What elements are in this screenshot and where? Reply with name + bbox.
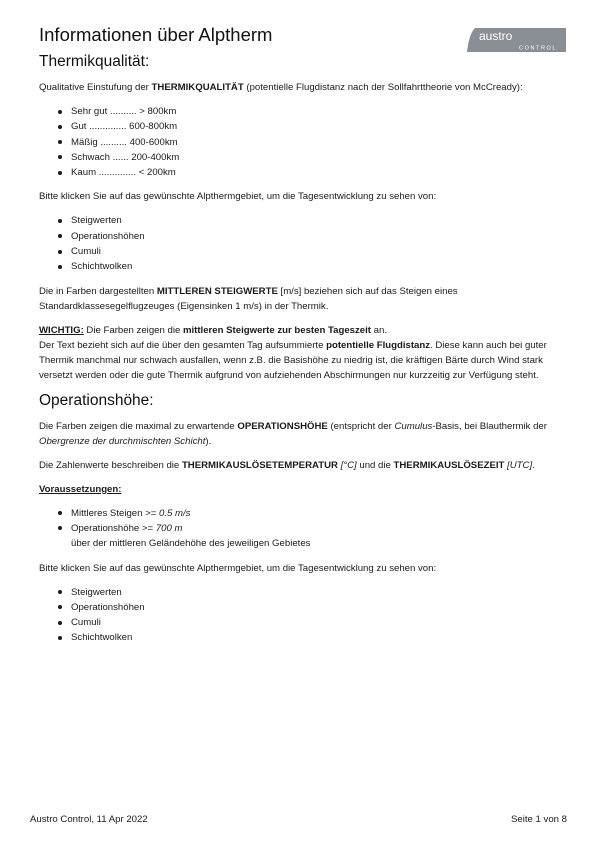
distance-bold: potentielle Flugdistanz xyxy=(326,339,431,351)
click-instruction-2: Bitte klicken Sie auf das gewünschte Alpthermgebiet, um die Tagesentwicklung zu sehen von: xyxy=(39,562,437,574)
colors-bold: MITTLEREN STEIGWERTE xyxy=(156,285,278,297)
distance-text-end: . Diese kann auch bei guter Thermik manchmal nur schwach ausfallen, wenn z.B. die Basishöhe zu niedrig ist, die kräftigen Bärte durch Wind stark versetzt werden oder die gute Thermik aufgrund von aufziehenden Abschirmungen nur kurzzeitig zur Verfügung steht. xyxy=(39,339,547,381)
content xyxy=(39,53,567,655)
link-steigwerten[interactable]: Steigwerten xyxy=(39,213,567,228)
numbers-bold-time: THERMIKAUSLÖSEZEIT xyxy=(393,459,505,471)
section-heading-thermikqualitaet: Thermikqualität: xyxy=(39,53,150,70)
op-italic-obergrenze: Obergrenze der durchmischten Schicht xyxy=(39,435,206,447)
important-bold: mittleren Steigwerte zur besten Tageszeit xyxy=(182,324,371,336)
numbers-paragraph xyxy=(39,458,567,473)
op-bold: OPERATIONSHÖHE xyxy=(237,420,328,432)
list-item xyxy=(39,506,567,521)
op-text: Die Farben zeigen die maximal zu erwartende xyxy=(39,420,238,432)
list-item: Kaum .............. < 200km xyxy=(39,165,567,180)
quality-list xyxy=(39,104,567,180)
prereq-value: 0.5 m/s xyxy=(159,507,191,519)
distance-text: Der Text bezieht sich auf die über den gesamten Tag aufsummierte xyxy=(39,339,327,351)
prereq-text: Operationshöhe >= xyxy=(71,522,156,534)
prereq-list xyxy=(39,506,567,552)
list-item: Sehr gut .......... > 800km xyxy=(39,104,567,119)
numbers-bold-temp: THERMIKAUSLÖSETEMPERATUR xyxy=(181,459,338,471)
operation-colors-paragraph xyxy=(39,419,567,449)
op-italic-cumulus: Cumulus xyxy=(394,420,433,432)
list-item: Gut .............. 600-800km xyxy=(39,119,567,134)
prereq-heading xyxy=(39,482,567,497)
prereq-continuation: über der mittleren Geländehöhe des jeweiligen Gebietes xyxy=(71,538,311,550)
page-number: Seite 1 von 8 xyxy=(510,814,567,825)
numbers-unit-time: [UTC] xyxy=(504,459,533,471)
link-steigwerten[interactable]: Steigwerten xyxy=(39,585,567,600)
op-text-mid2: -Basis, bei Blauthermik der xyxy=(432,420,547,432)
link-cumuli[interactable]: Cumuli xyxy=(39,615,567,630)
op-text-mid: (entspricht der xyxy=(327,420,395,432)
colors-text-end: [m/s] beziehen sich auf das Steigen eines Standardklassesegelflugzeuges (Eigensinken 1 m/s) in der Thermik. xyxy=(39,285,458,312)
link-cumuli[interactable]: Cumuli xyxy=(39,244,567,259)
link-operationshoehen[interactable]: Operationshöhen xyxy=(39,229,567,244)
logo-text-top: austro xyxy=(479,29,513,43)
numbers-text-mid: und die xyxy=(356,459,394,471)
important-text: Die Farben zeigen die xyxy=(83,324,183,336)
important-text-end: an. xyxy=(370,324,387,336)
important-label: WICHTIG: xyxy=(39,324,84,336)
intro-text: Qualitative Einstufung der xyxy=(39,82,152,93)
numbers-unit-temp: [°C] xyxy=(337,459,357,471)
link-operationshoehen[interactable]: Operationshöhen xyxy=(39,600,567,615)
logo-text-bottom: CONTROL xyxy=(519,45,558,52)
intro-text-end: (potentielle Flugdistanz nach der Sollfahrttheorie von McCready): xyxy=(243,82,523,93)
austro-control-logo xyxy=(467,28,566,52)
list-item xyxy=(39,521,567,536)
link-schichtwolken[interactable]: Schichtwolken xyxy=(39,259,567,274)
link-schichtwolken[interactable]: Schichtwolken xyxy=(39,630,567,645)
section-heading-operationshoehe: Operationshöhe: xyxy=(39,391,154,409)
prereq-value: 700 m xyxy=(155,522,183,534)
numbers-text: Die Zahlenwerte beschreiben die xyxy=(39,459,182,471)
prereq-label: Voraussetzungen: xyxy=(39,483,122,495)
intro-bold: THERMIKQUALITÄT xyxy=(151,82,244,93)
link-list xyxy=(39,213,567,274)
colors-paragraph xyxy=(39,284,567,314)
link-list-2 xyxy=(39,585,567,646)
click-instruction: Bitte klicken Sie auf das gewünschte Alpthermgebiet, um die Tagesentwicklung zu sehen von: xyxy=(39,191,437,203)
intro-paragraph xyxy=(39,80,567,95)
important-paragraph xyxy=(39,323,567,338)
colors-text: Die in Farben dargestellten xyxy=(39,285,157,297)
numbers-text-end: . xyxy=(532,459,535,471)
list-item: Mäßig .......... 400-600km xyxy=(39,135,567,150)
list-item: Schwach ...... 200-400km xyxy=(39,150,567,165)
distance-paragraph xyxy=(39,338,567,383)
prereq-text: Mittleres Steigen >= xyxy=(71,507,159,519)
op-text-end: ). xyxy=(205,435,212,447)
page-title: Informationen über Alptherm xyxy=(39,24,273,45)
footer-left: Austro Control, 11 Apr 2022 xyxy=(30,814,148,825)
